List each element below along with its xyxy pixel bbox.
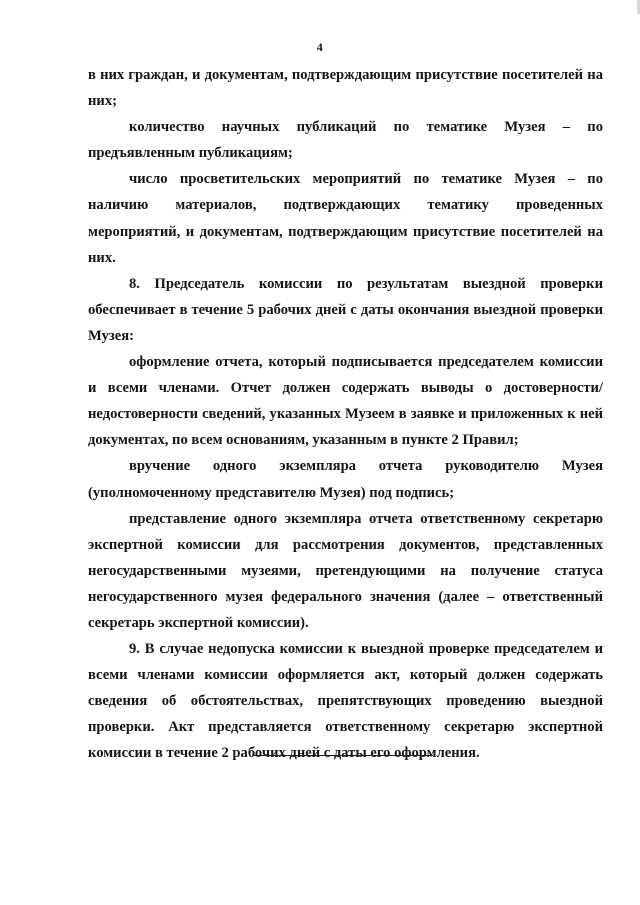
paragraph-educational-events: число просветительских мероприятий по тематике Музея – по наличию материалов, подтверждающих тематику проведенных мероприятий, и документам, подтверждающим присутствие посетителей на них. [88, 171, 603, 266]
paragraph-clause-8: 8. Председатель комиссии по результатам выездной проверки обеспечивает в течение 5 рабочих дней с даты окончания выездной проверки Музея: [88, 275, 603, 344]
paragraph-publications-count: количество научных публикаций по тематике Музея – по предъявленным публикациям; [88, 119, 603, 162]
paragraph-report-delivery: вручение одного экземпляра отчета руководителю Музея (уполномоченному представителю Музея) под подпись; [88, 458, 603, 501]
paragraph-report-submission: представление одного экземпляра отчета ответственному секретарю экспертной комиссии для рассмотрения документов, представленных негосударственными музеями, претендующими на получение статуса негосударственного музея федерального значения (далее – ответственный секретарь экспертной комиссии). [88, 510, 603, 631]
paragraph-continuation: в них граждан, и документам, подтверждающим присутствие посетителей на них; [88, 67, 603, 110]
document-body [88, 62, 603, 767]
end-of-document-rule [252, 755, 433, 756]
paragraph-clause-9: 9. В случае недопуска комиссии к выездной проверке председателем и всеми членами комиссии оформляется акт, который должен содержать сведения об обстоятельствах, препятствующих проведению выездной проверки. Акт представляется ответственному секретарю экспертной комиссии в течение 2 рабочих дней с даты его оформления. [88, 641, 603, 762]
paragraph-report-preparation: оформление отчета, который подписывается председателем комиссии и всеми членами. Отчет должен содержать выводы о достоверности/ недостоверности сведений, указанных Музеем в заявке и приложенных к ней документах, по всем основаниям, указанным в пункте 2 Правил; [88, 354, 603, 449]
page-number: 4 [316, 40, 324, 54]
